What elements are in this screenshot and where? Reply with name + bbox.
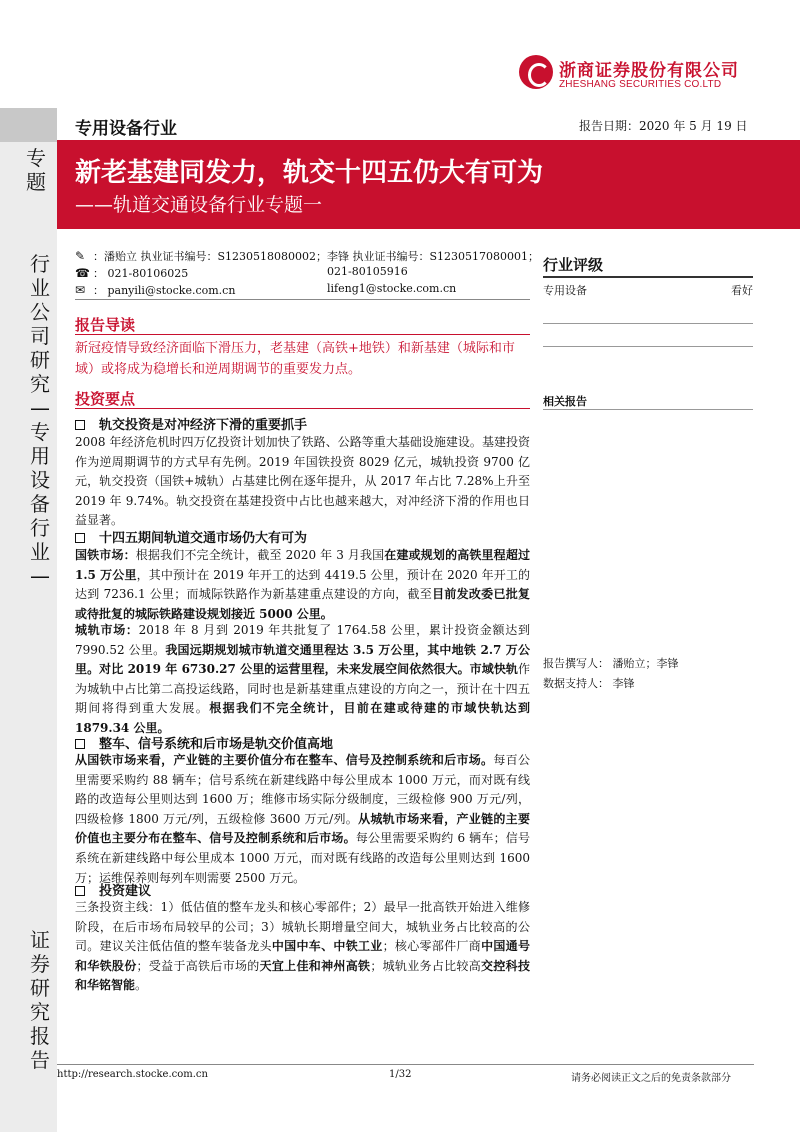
paragraph-1: 2008 年经济危机时四万亿投资计划加快了铁路、公路等重大基础设施建设。基建投资作为逆周期调节的方式早有先例。2019 年国铁投资 8029 亿元，城轨投资 9700 亿元，轨交投资（国铁+城轨）占基建比例在逐年提升，从 2017 年占比 7.28%上升至 2019 年 9.74%。轨交投资在基建投资中占比也越来越大，对冲经济下滑的作用也日益显著。 — [75, 435, 530, 528]
phone-icon: ☎ — [75, 266, 90, 280]
data-support: 数据支持人： 李锋 — [543, 677, 635, 690]
author-line: ✎ ：潘贻立 执业证书编号：S1230518080002；李锋 执业证书编号：S1230517080001； — [75, 249, 540, 263]
page-subtitle: ——轨道交通设备行业专题一 — [75, 194, 323, 216]
related-rule — [543, 409, 753, 410]
paragraph-4: 从国铁市场来看，产业链的主要价值分布在整车、信号及控制系统和后市场。每百公里需要采购约 88 辆车；信号系统在新建线路中每公里成本 1000 万元，而对既有线路的改造每公里则达到 1600 万；维修市场实际分级制度，三级检修 900 万元/列，四级检修 1800 万元/列，五级检修 3600 万元/列。从城轨市场来看，产业链的主要价值也主要分布在整车、信号及控制系统和后市场。每公里需要采购约 6 辆车；信号系统在新建线路中每公里成本 1000 万元，而对既有线路的改造每公里则达到 1600 万；运维保养则每列车则需要 2500 万元。 — [75, 753, 530, 885]
intro-text: 新冠疫情导致经济面临下滑压力，老基建（高铁+地铁）和新基建（城际和市域）或将成为稳增长和逆周期调节的重要发力点。 — [75, 341, 515, 377]
report-date: 报告日期：2020 年 5 月 19 日 — [579, 119, 748, 133]
footer-url[interactable]: http://research.stocke.com.cn — [57, 1069, 208, 1080]
email-line: ✉ ： panyili@stocke.com.cn — [75, 283, 236, 297]
points-heading: 投资要点 — [75, 390, 136, 408]
rating-row — [543, 282, 753, 298]
paragraph-3: 城轨市场：2018 年 8 月到 2019 年共批复了 1764.58 公里，累计投资金额达到 7990.52 公里。我国远期规划城市轨道交通里程达 3.5 万公里，其中地铁 2.7 万公里。对比 2019 年 6730.27 公里的运营里程，未来发展空间依然很大。市域快轨作为城轨中占比第二高投运线路，同时也是新基建重点建设的方向之一，预计在十四五期间将得到重大发展。根据我们不完全统计，目前在建或待建的市域快轨达到 1879.34 公里。 — [75, 623, 530, 735]
logo-name-cn: 浙商证券股份有限公司 — [559, 61, 739, 81]
page-title: 新老基建同发力，轨交十四五仍大有可为 — [75, 158, 544, 188]
side-zhuanti: 专题 — [26, 146, 46, 194]
left-sidebar-top — [0, 108, 57, 142]
paragraph-2: 国铁市场：根据我们不完全统计，截至 2020 年 3 月我国在建或规划的高铁里程超过 1.5 万公里，其中预计在 2019 年开工的达到 4419.5 公里，预计在 2020 年开工的达到 7236.1 公里；而城际铁路作为新基建重点建设的方向，截至目前发改委已批复或待批复的城际铁路建设规划接近 5000 公里。 — [75, 548, 530, 621]
mail-icon: ✉ — [75, 283, 86, 297]
rating-rule-3 — [543, 346, 753, 347]
side-vertical-label: 行业公司研究—专用设备行业— — [30, 252, 50, 588]
checkbox-icon — [75, 886, 85, 896]
phone-2: 021-80105916 — [327, 265, 408, 278]
footer-disclaimer: 请务必阅读正文之后的免责条款部分 — [571, 1073, 731, 1084]
phone-line: ☎ ： 021-80106025 — [75, 266, 189, 280]
rating-rule — [543, 276, 753, 278]
bullet-2: 十四五期间轨道交通市场仍大有可为 — [75, 527, 307, 546]
company-logo — [519, 55, 749, 95]
bullet-4: 投资建议 — [75, 880, 151, 899]
intro-rule — [75, 334, 530, 335]
side-bottom-label: 证券研究报告 — [30, 928, 50, 1072]
footer-divider — [57, 1064, 754, 1065]
email-2[interactable]: lifeng1@stocke.com.cn — [327, 282, 457, 295]
author-divider — [75, 299, 530, 300]
logo-icon — [519, 55, 553, 89]
bullet-1: 轨交投资是对冲经济下滑的重要抓手 — [75, 414, 307, 433]
logo-name-en: ZHESHANG SECURITIES CO.LTD — [559, 79, 722, 90]
bullet-3: 整车、信号系统和后市场是轨交价值高地 — [75, 733, 333, 752]
related-reports-title: 相关报告 — [543, 395, 587, 408]
rating-rule-2 — [543, 323, 753, 324]
pen-icon: ✎ — [75, 249, 86, 263]
rating-title: 行业评级 — [543, 256, 604, 274]
rating-value: 看好 — [731, 284, 753, 297]
paragraph-5: 三条投资主线：1）低估值的整车龙头和核心零部件；2）最早一批高铁开始进入维修阶段，在后市场布局较早的公司；3）城轨长期增量空间大，城轨业务占比较高的公司。建议关注低估值的整车装备龙头中国中车、中铁工业；核心零部件厂商中国通号和华铁股份；受益于高铁后市场的天宜上佳和神州高铁；城轨业务占比较高交控科技和华铭智能。 — [75, 900, 530, 993]
points-rule — [75, 408, 530, 409]
report-writer: 报告撰写人： 潘贻立；李锋 — [543, 657, 679, 670]
intro-heading: 报告导读 — [75, 316, 136, 334]
checkbox-icon — [75, 739, 85, 749]
rating-sector: 专用设备 — [543, 284, 587, 297]
checkbox-icon — [75, 533, 85, 543]
page-number: 1/32 — [389, 1069, 412, 1080]
checkbox-icon — [75, 420, 85, 430]
sector-title: 专用设备行业 — [75, 119, 177, 139]
